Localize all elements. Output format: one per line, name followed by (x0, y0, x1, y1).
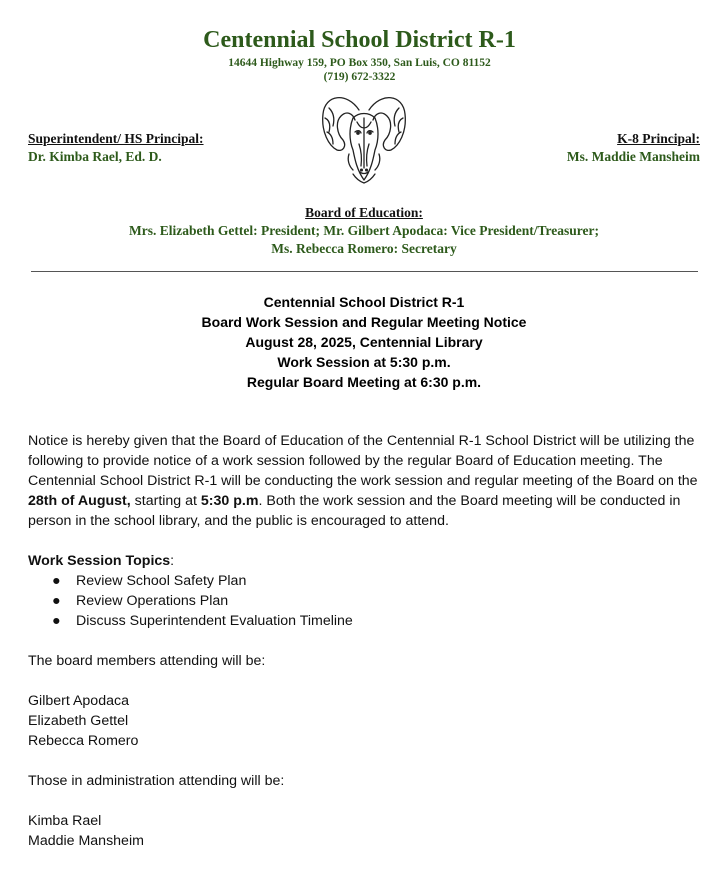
meeting-notice-heading (0, 292, 719, 392)
notice-line-work-session: Work Session at 5:30 p.m. (277, 354, 451, 370)
district-address: 14644 Highway 159, PO Box 350, San Luis, CO 81152 (228, 57, 491, 69)
notice-line-regular-meeting: Regular Board Meeting at 6:30 p.m. (246, 374, 482, 390)
notice-body (28, 431, 704, 851)
admin-member-name: Kimba Rael (28, 813, 102, 829)
notice-line-date: August 28, 2025, Centennial Library (245, 334, 483, 350)
board-member-name: Rebecca Romero (28, 733, 139, 749)
ram-mascot-logo (319, 88, 409, 184)
superintendent-block (28, 130, 204, 166)
header-divider (31, 271, 698, 272)
district-phone: (719) 672-3322 (323, 71, 396, 83)
superintendent-title: Superintendent/ HS Principal: (28, 131, 204, 146)
bullet-icon: ● (52, 593, 61, 609)
k8-principal-block (567, 130, 700, 166)
notice-paragraph: Notice is hereby given that the Board of Education of the Centennial R-1 School District will be utilizing the following to provide notice of a work session followed by the regular Board of Education meeting. The Centennial School District R-1 will be conducting the work session and regular meeting of the Board on the 28th of August, starting at 5:30 p.m. Both the work session and the Board meeting will be conducted in person in the school library, and the public is encouraged to attend. (28, 433, 698, 529)
meeting-date: 28th of August, (28, 493, 131, 509)
bullet-icon: ● (52, 573, 61, 589)
district-title: Centennial School District R-1 (203, 27, 516, 53)
admin-attending-label: Those in administration attending will be: (28, 773, 285, 789)
notice-line-title: Board Work Session and Regular Meeting Notice (201, 314, 527, 330)
bullet-icon: ● (52, 613, 61, 629)
board-members-line2: Ms. Rebecca Romero: Secretary (271, 241, 457, 256)
superintendent-name: Dr. Kimba Rael, Ed. D. (28, 149, 162, 164)
board-member-name: Gilbert Apodaca (28, 693, 129, 709)
list-item: ● Review Operations Plan (52, 593, 229, 609)
board-member-name: Elizabeth Gettel (28, 713, 129, 729)
admin-member-name: Maddie Mansheim (28, 833, 144, 849)
topics-list (28, 571, 704, 631)
board-attending-label: The board members attending will be: (28, 653, 266, 669)
k8-principal-name: Ms. Maddie Mansheim (566, 149, 700, 164)
board-of-education-title: Board of Education: (305, 205, 423, 220)
board-members-line1: Mrs. Elizabeth Gettel: President; Mr. Gilbert Apodaca: Vice President/Treasurer; (129, 223, 599, 238)
k8-principal-title: K-8 Principal: (617, 131, 700, 146)
topics-heading: Work Session Topics: (28, 553, 175, 569)
list-item: ● Review School Safety Plan (52, 573, 247, 589)
list-item: ● Discuss Superintendent Evaluation Timeline (52, 613, 353, 629)
meeting-time: 5:30 p.m (200, 493, 259, 509)
notice-line-district: Centennial School District R-1 (263, 294, 465, 310)
